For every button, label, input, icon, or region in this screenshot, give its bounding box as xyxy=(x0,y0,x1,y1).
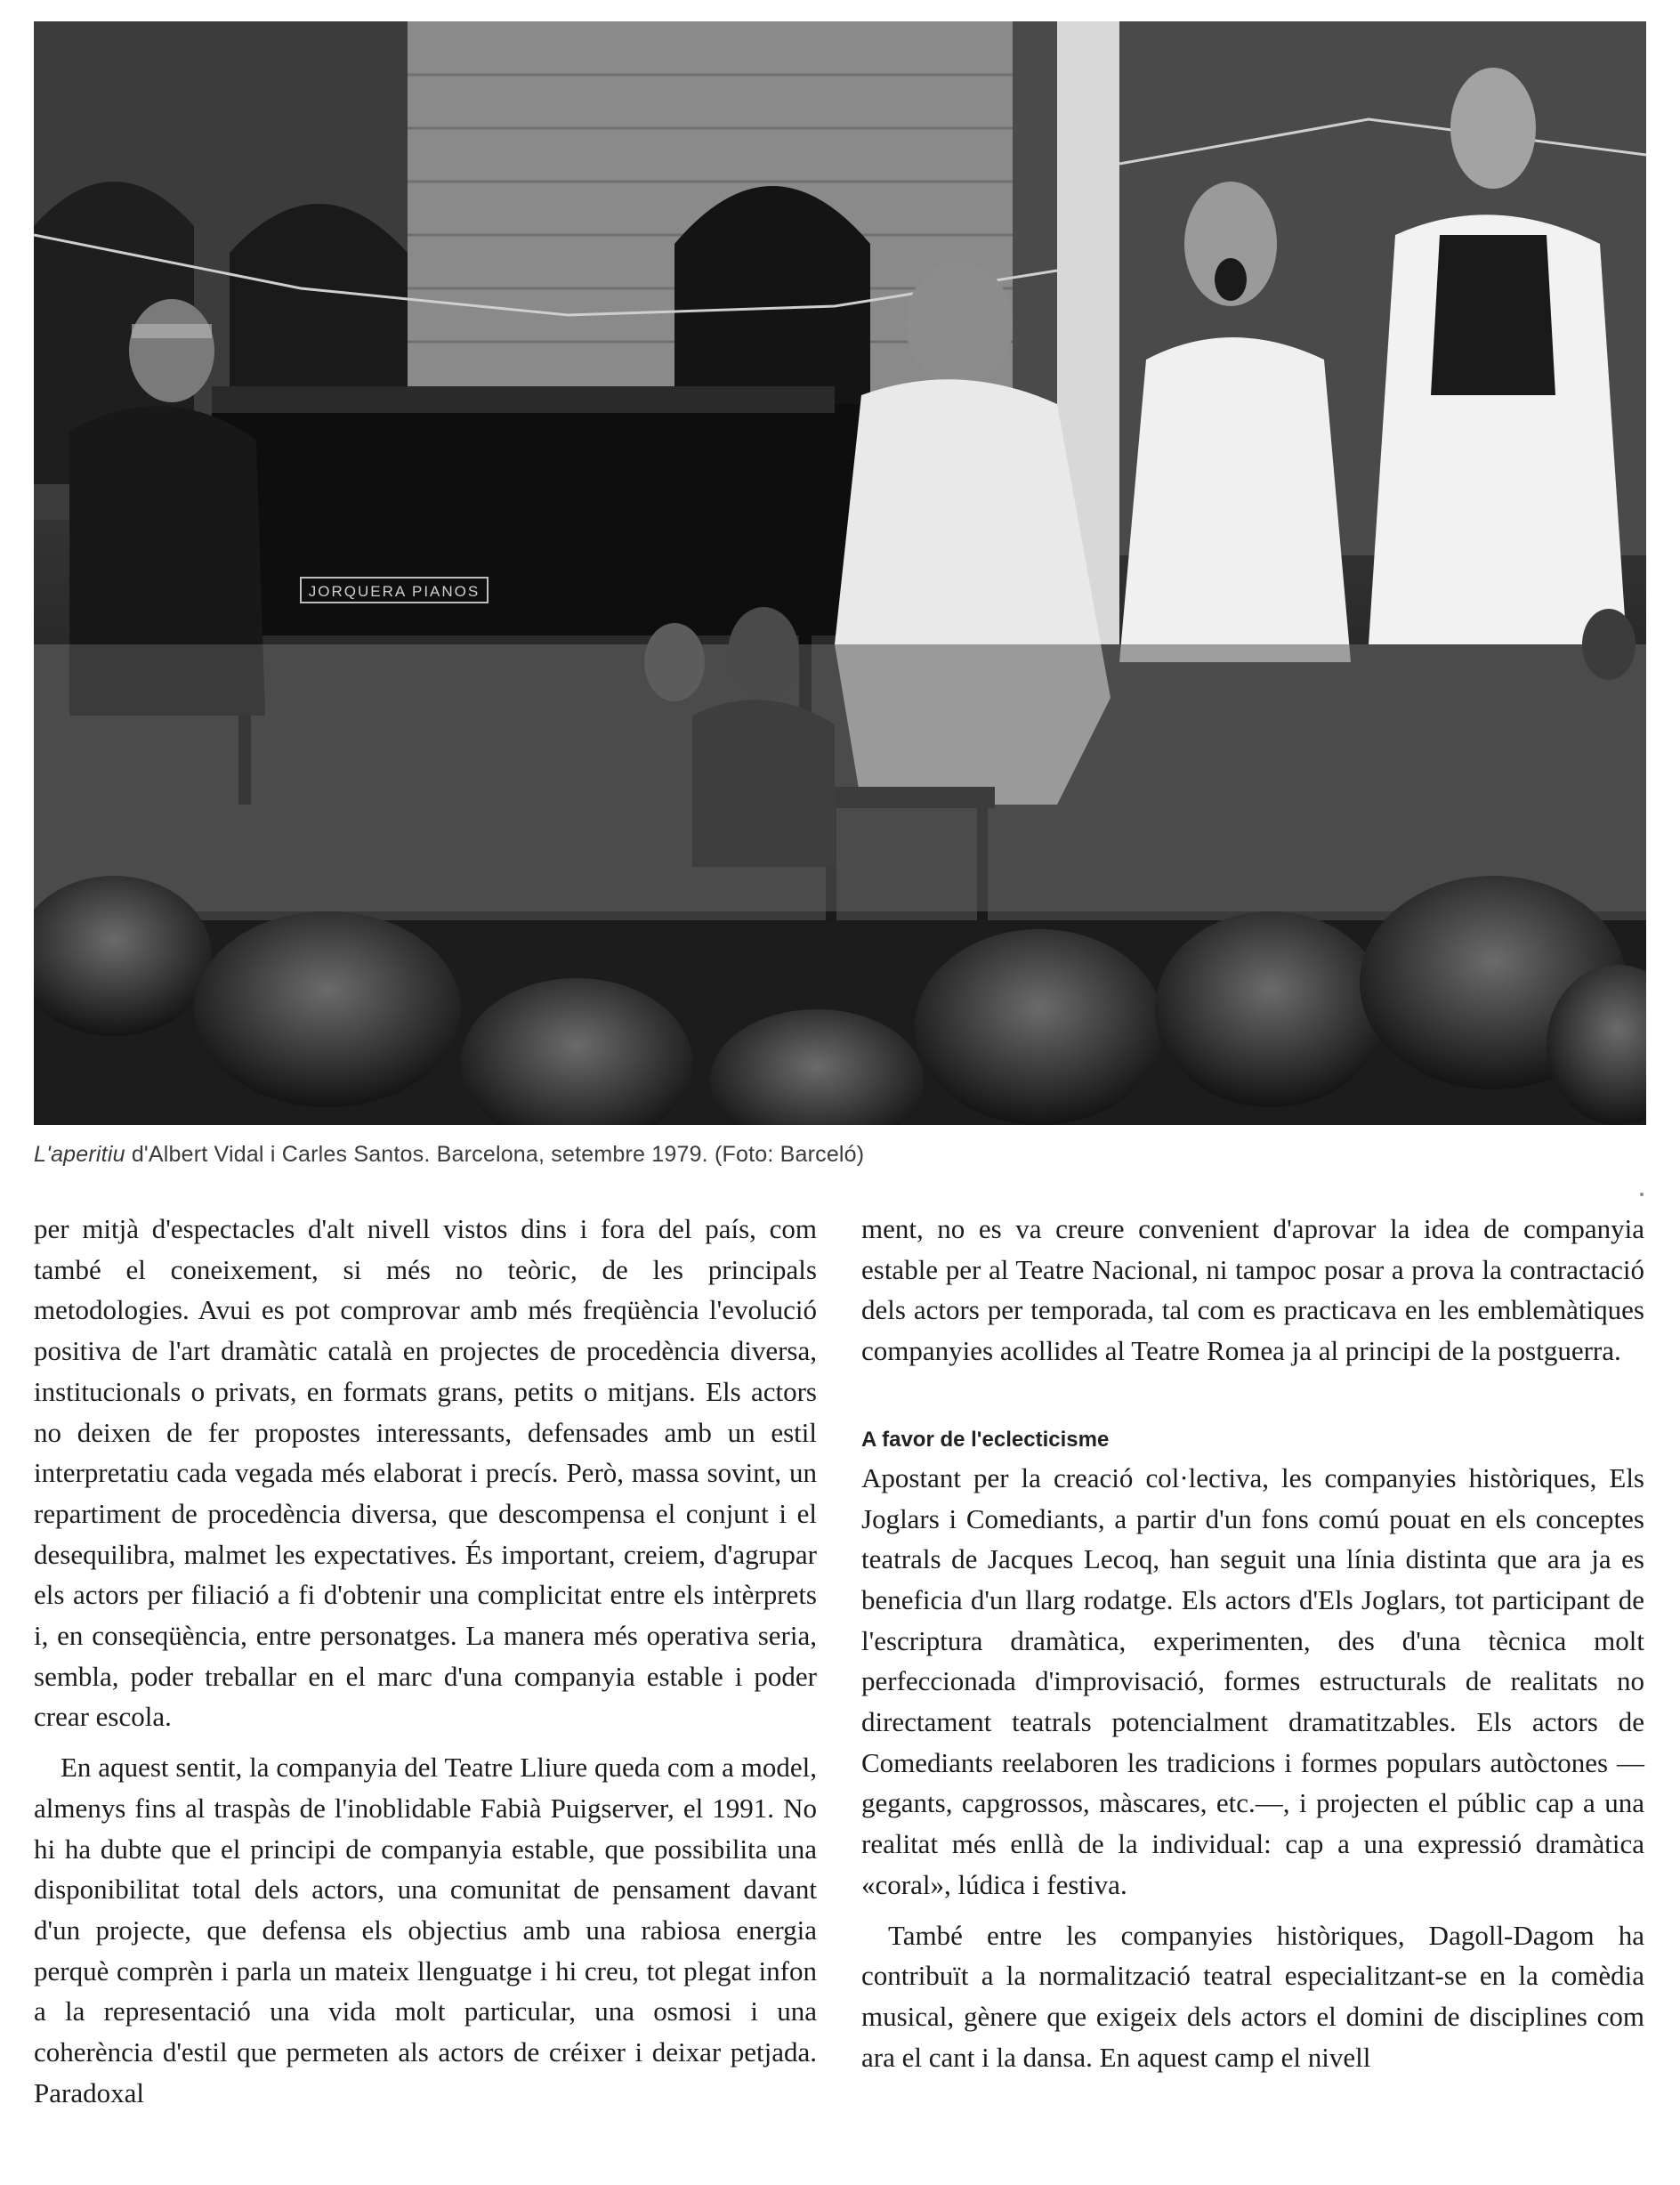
section-heading: A favor de l'eclecticisme xyxy=(861,1427,1110,1452)
performance-photo xyxy=(34,21,1646,1125)
caption-title: L'aperitiu xyxy=(34,1142,125,1167)
photo-caption xyxy=(34,1142,1646,1168)
right-column xyxy=(861,1209,1644,2077)
body-paragraph: Apostant per la creació col·lectiva, les companyies històriques, Els Joglars i Comediants, a partir d'un fons comú pouat en els conceptes teatrals de Jacques Lecoq, han seguit una línia distinta que ara ja es beneficia d'un llarg rodatge. Els actors d'Els Joglars, tot participant de l'escriptura dramàtica, experimenten, des d'una tècnica molt perfeccionada d'improvisació, formes estructurals de realitats no directament teatrals potencialment dramatitzables. Els actors de Comediants reelaboren les tradicions i formes populars autòctones —gegants, capgrossos, màscares, etc.—, i projecten el públic cap a una realitat més enllà de la individual: cap a una expressió dramàtica «coral», lúdica i festiva. xyxy=(861,1461,1644,1900)
performer-right-head xyxy=(1450,68,1536,189)
performer-center xyxy=(1119,337,1351,662)
body-paragraph: En aquest sentit, la companyia del Teatre Lliure queda com a model, almenys fins al traspàs de l'inoblidable Fabià Puigserver, el 1991. No hi ha dubte que el principi de companyia estable, que possibilita una disponibilitat total dels actors, una comunitat de pensament davant d'un projecte, que defensa els objectius amb una rabiosa energia perquè comprèn i parla un mateix llenguatge i hi creu, tot plegat infon a la representació una vida molt particular, una osmosi i una coherència d'estil que permeten als actors de créixer i deixar petjada. Paradoxal xyxy=(34,1752,817,2108)
body-paragraph: També entre les companyies històriques, Dagoll-Dagom ha contribuït a la normalització teatral especialitzant-se en la comèdia musical, gènere que exigeix dels actors el domini de disciplines com ara el cant i la dansa. En aquest camp el nivell xyxy=(861,1919,1644,2073)
body-paragraph: per mitjà d'espectacles d'alt nivell vistos dins i fora del país, com també el coneixement, si més no teòric, de les principals metodologies. Avui es pot comprovar amb més freqüència l'evolució positiva de l'art dramàtic català en projectes de procedència diversa, institucionals o privats, en formats grans, petits o mitjans. Els actors no deixen de fer propostes interessants, defensades amb un estil interpretatiu cada vegada més elaborat i precís. Però, massa sovint, un repartiment de procedència diversa, que descompensa el conjunt i el desequilibra, malmet les expectatives. És important, creiem, d'agrupar els actors per filiació a fi d'obtenir una complicitat entre els intèrprets i, en conseqüència, entre personatges. La manera més operativa seria, sembla, poder treballar en el marc d'una companyia estable i poder crear escola. xyxy=(34,1213,817,1733)
caption-credit: d'Albert Vidal i Carles Santos. Barcelona, setembre 1979. (Foto: Barceló) xyxy=(125,1142,865,1167)
body-paragraph: ment, no es va creure convenient d'aprovar la idea de companyia estable per al Teatre Nacional, ni tampoc posar a prova la contractació dels actors per temporada, tal com es practicava en les emblemàtiques companyies acollides al Teatre Romea ja al principi de la postguerra. xyxy=(861,1213,1644,1367)
performance-photo-illustration xyxy=(34,21,1646,1125)
left-column xyxy=(34,1209,817,2113)
scan-dot xyxy=(1640,1193,1644,1196)
pianist xyxy=(129,299,214,402)
performer-left-head xyxy=(906,262,1013,386)
piano-brand-label: JORQUERA PIANOS xyxy=(308,583,481,600)
